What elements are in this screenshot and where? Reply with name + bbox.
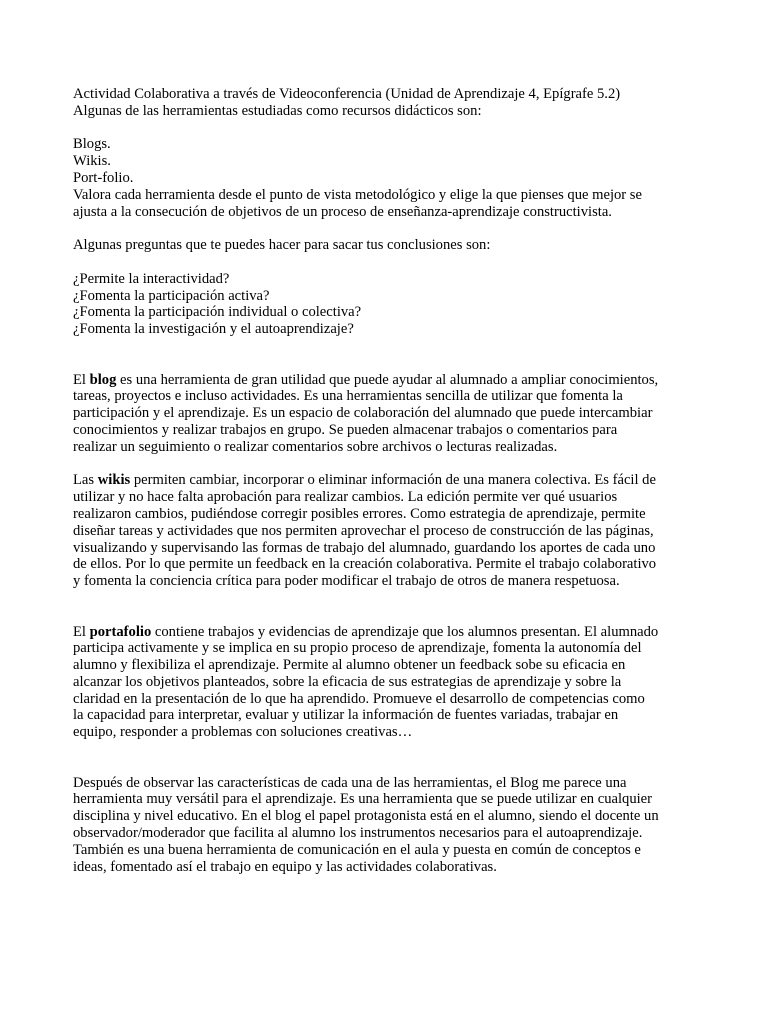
wikis-paragraph: Las wikis permiten cambiar, incorporar o eliminar información de una manera colectiva. Es fácil de utilizar y no hace falta aprobación para realizar cambios. La edición permite ver qué usuarios realizaron cambios, pudiéndose corregir posibles errores. Como estrategia de aprendizaje, permite diseñar tareas y actividades que nos permiten aprovechar el proceso de construcción de las páginas, visualizando y supervisando las formas de trabajo del alumnado, guardando los aportes de cada uno de ellos. Por lo que permite un feedback en la creación colaborativa. Permite el trabajo colaborativo y fomenta la conciencia crítica para poder modificar el trabajo de otros de manera respetuosa. — [73, 472, 657, 590]
list-item: ¿Fomenta la participación activa? — [73, 287, 270, 304]
document-body — [73, 86, 713, 875]
list-item: ¿Fomenta la investigación y el autoaprendizaje? — [73, 321, 354, 338]
questions-list — [73, 271, 713, 338]
portafolio-paragraph: El portafolio contiene trabajos y evidencias de aprendizaje que los alumnos presentan. El alumnado participa activamente y se implica en su propio proceso de aprendizaje, fomenta la autonomía del alumno y flexibiliza el aprendizaje. Permite al alumno obtener un feedback sobe su eficacia en alcanzar los objetivos planteados, sobre la eficacia de sus estrategias de aprendizaje y sobre la claridad en la presentación de lo que ha aprendido. Promueve el desarrollo de competencias como la capacidad para interpretar, evaluar y utilizar la información de fuentes variadas, trabajar en equipo, responder a problemas con soluciones creativas… — [73, 623, 659, 741]
document-title: Actividad Colaborativa a través de Videoconferencia (Unidad de Aprendizaje 4, Epígrafe 5.2) — [73, 86, 621, 102]
list-item: Wikis. — [73, 153, 111, 170]
portafolio-term: portafolio — [89, 623, 152, 640]
list-item: ¿Fomenta la participación individual o colectiva? — [73, 304, 362, 321]
questions-intro: Algunas preguntas que te puedes hacer para sacar tus conclusiones son: — [73, 237, 491, 254]
wikis-term: wikis — [97, 472, 131, 489]
list-item: ¿Permite la interactividad? — [73, 270, 230, 287]
list-item: Port-folio. — [73, 169, 134, 186]
conclusion-paragraph: Después de observar las características de cada una de las herramientas, el Blog me parece una herramienta muy versátil para el aprendizaje. Es una herramienta que se puede utilizar en cualquier disciplina y nivel educativo. En el blog el papel protagonista está en el alumno, siendo el docente un observador/moderador que facilita al alumno los instrumentos necesarios para el autoaprendizaje. También es una buena herramienta de comunicación en el aula y puesta en común de conceptos e ideas, fomentado así el trabajo en equipo y las actividades colaborativas. — [73, 774, 659, 875]
blog-term: blog — [89, 371, 117, 388]
tools-list — [73, 136, 713, 186]
blog-paragraph: El blog es una herramienta de gran utilidad que puede ayudar al alumnado a ampliar conocimientos, tareas, proyectos e incluso actividades. Es una herramientas sencilla de utilizar que fomenta la participación y el aprendizaje. Es un espacio de colaboración del alumnado que puede intercambiar conocimientos y realizar trabajos en grupo. Se pueden almacenar trabajos o comentarios para realizar un seguimiento o realizar comentarios sobre archivos o lecturas realizadas. — [73, 371, 659, 455]
intro-text: Algunas de las herramientas estudiadas como recursos didácticos son: — [73, 102, 482, 119]
instruction-paragraph: Valora cada herramienta desde el punto de vista metodológico y elige la que pienses que mejor se ajusta a la consecución de objetivos de un proceso de enseñanza-aprendizaje constructivista. — [73, 186, 642, 220]
list-item: Blogs. — [73, 136, 111, 153]
